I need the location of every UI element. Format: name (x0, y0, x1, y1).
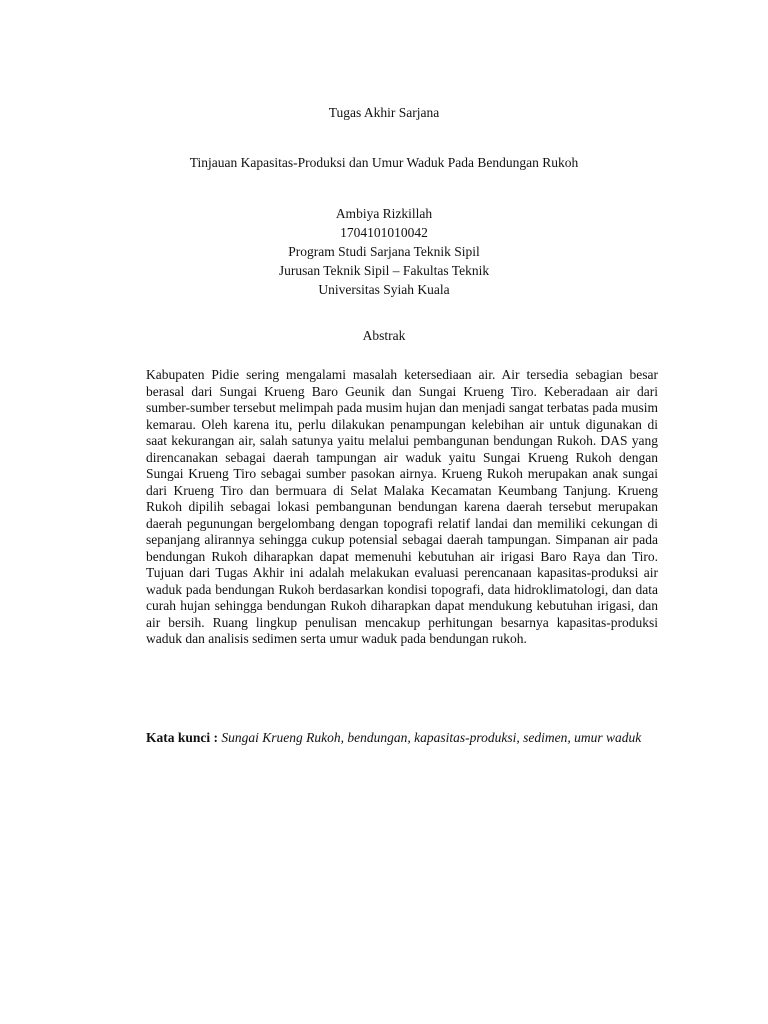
document-heading: Tugas Akhir Sarjana (328, 105, 440, 120)
keywords-label: Kata kunci : (146, 730, 219, 745)
department: Jurusan Teknik Sipil – Fakultas Teknik (278, 263, 490, 278)
keywords-section (146, 726, 658, 750)
abstract-body (146, 367, 658, 648)
author-name: Ambiya Rizkillah (335, 206, 433, 221)
document-title: Tinjauan Kapasitas-Produksi dan Umur Waduk Pada Bendungan Rukoh (189, 155, 579, 170)
abstract-paragraph: Kabupaten Pidie sering mengalami masalah ketersediaan air. Air tersedia sebagian besar berasal dari Sungai Krueng Baro Geunik dan Sungai Krueng Tiro. Keberadaan air dari sumber-sumber tersebut melimpah pada musim hujan dan menjadi sangat terbatas pada musim kemarau. Oleh karena itu, perlu dilakukan penampungan kelebihan air untuk digunakan di saat kekurangan air, salah satunya yaitu melalui pembangunan bendungan Rukoh. DAS yang direncanakan sebagai daerah tampungan air waduk yaitu Sungai Krueng Rukoh dengan Sungai Krueng Tiro sebagai sumber pasokan airnya. Krueng Rukoh merupakan anak sungai dari Krueng Tiro dan bermuara di Selat Malaka Kecamatan Keumbang Tanjung. Krueng Rukoh dipilih sebagai lokasi pembangunan bendungan karena daerah tersebut merupakan daerah pegunungan bergelombang dengan topografi relatif landai dan memiliki cekungan di sepanjang alirannya sehingga cukup potensial sebagai daerah tampungan. Simpanan air pada bendungan Rukoh diharapkan dapat memenuhi kebutuhan air irigasi Baro Raya dan Tiro. Tujuan dari Tugas Akhir ini adalah melakukan evaluasi perencanaan kapasitas-produksi air waduk pada bendungan Rukoh berdasarkan kondisi topografi, data hidroklimatologi, dan data curah hujan sehingga bendungan Rukoh diharapkan dapat mendukung kebutuhan irigasi, dan air bersih. Ruang lingkup penulisan mencakup perhitungan besarnya kapasitas-produksi waduk dan analisis sedimen serta umur waduk pada bendungan rukoh. (146, 367, 658, 646)
keywords-list: Sungai Krueng Rukoh, bendungan, kapasitas-produksi, sedimen, umur waduk (221, 730, 642, 745)
study-program: Program Studi Sarjana Teknik Sipil (288, 244, 480, 259)
abstract-heading: Abstrak (362, 328, 406, 343)
university: Universitas Syiah Kuala (318, 282, 450, 297)
student-id: 1704101010042 (340, 225, 428, 240)
